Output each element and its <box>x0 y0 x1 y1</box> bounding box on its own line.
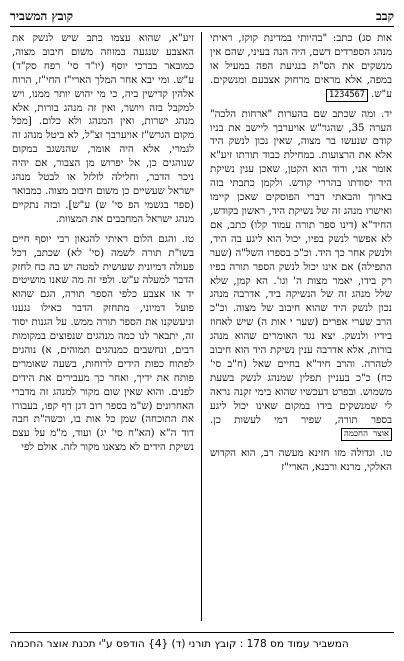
column-divider <box>201 32 202 621</box>
right-paragraph-3: טו. וגדולה מזו חזינא מעשה רב, הוא הקדוש האלקי, מרנא ורבנא, הארי"ז <box>210 448 392 474</box>
page-number: קבב <box>376 9 394 23</box>
page-header <box>10 4 394 27</box>
right-column <box>210 32 392 621</box>
page-footer <box>10 632 394 655</box>
scan-stamp-number: 1234567 <box>326 89 368 102</box>
footer-text: המשביר עמוד מס 178 : קובץ תורני (ד) {4} הודפס ע"י תכנת אוצר החכמה <box>10 638 349 650</box>
left-column <box>12 32 194 621</box>
left-paragraph-1: זיע"א, שהוא עצמו כתב שיש לנשק את האצבע שנגעה במזוזה משום חיבוב מצוה, כמובאר בברכי יוסף (יו"ד סי' רפח סק"ד) ע"ש. ומי יבא אחר המלך הארי"ז החי"ז, הרוח אלהין קדישין ביה, כי מי יהוש יותר ממנו, ויש למקבל בזה ויושר, ואין זה מנהג בורות, אלא מנהג ישרות, ואין המנהג ולא כלום. [מכל מקום הגרש"ז אויערבך זצ"ל, לא ביטל מנהג זה לגמרי, אלא היה אומר, שהנשגב במקום שנוהגים כן, אל יפרוש מן הצבור, אם יהיה ניכר הדבר, וחלילה לזלזל או לבטל מנהג ישראל שעשיים כן משום חיבוב מצוה. כמבואר (ספר בגשמי הפ סי' ש) ע"ש]. ובזה נתקיים מנהג ישראל המחבבים את המצוות. <box>12 33 194 225</box>
scan-stamp-label: אוצר החכמה <box>341 428 392 441</box>
left-paragraph-2: טז. והגם הלום ראיתי להגאון רבי יוסף חיים בשו"ת תורה לשמה (סי' לא) שכתב, דכל פעולה דמיונית שעושית למטה יש בה כח לחזק הדבר למעלה ע"ש. ולפי זה מה שאנו מושיטים יד או אצבע כלפי הספר תורה, הגם שהוא פועל דמיוני, מתחזק הדבר כאילו נגענו וניעשקנו את הספר תורה ממש. על הגנות יסוד זה, יתבאר לנו כמה מנהגים שנפוצים במקומות רבים, ונחשבים כמנהגים תמוהים, א) נוהגים לפתוח כפות הידים לרוחות, בשעה שאומרים פותח את ידיך, ואחר כך מעבירים את הידים לפנים. והוא שאין שום מקור למנהג זה מדברי האחרונים (ש"מ בספר רוב דגן דף קפו, בעבורו את התוכחה) שמן כל אות בו, וכשה"ת חבה דוד ה"א (הא"ח סי' יג) ועוד, מ"מ על עצם נשיקת הידים לא מצאנו מקור לזה. אולם לפי <box>12 233 194 454</box>
right-paragraph-2: יד. ומה שכתב שם בהערות "ארחות הלכה" הערה 35, שהגר"ש אויערבך ליישב את בניו קודם שנעשו בר מצוה, שאין נכון לנשק היד אלא את הרצועות. במחילת כבוד תורתו זיע"א אומר אני, ודוד הוא הקטן, שאכן ענין נשיקת היד יסודתו בהררי קודש. ולקמן כתבתי בזה בארוך והבאתי דברי הפוסקים שאכן קיימו ואישרו מנהג זה של נשיקת היד, ראשון בקודש, החיד"א (דינו ספר תורה עמוד קלו) כתב, אם לא אפשר לנשק בפיו, יכול הוא ליגע בה היד, ולנשק אחר כך היד. וכ"כ בספרו השל"ה (שער התפילה) אם אינו יכול לנשק הספר תורה בפיו רק בידו, יאמר מצות ה' וגו'. הא קמן, שלא שלל מנהג זה של הנשיקה ביד, אדרבה מנהג נכון לנשק היד שהוא חיבוב של מצוה. וכ"כ הרב שערי אפרים (שער י אות ה) שיש לאחוז בידיו ולנשק. יצא נגד האומרים שהוא מנהג בורות, אלא אדרבה ענין נשיקת היד הוא חיבוב לטהרה. והרב חיד"א בחיים שאל (ח"ב סי' כח) כ"כ בעניין תפלין שמנהג לנשק בשעת משמוש. ובפרט דעכשיו שהוא בימי זקנה נראה לי שמנשקים בידו במקום שאינו יכול ליגע בספר תורה, שפיר דמי לעשות כן. אוצר החכמה <box>210 108 392 440</box>
right-paragraph-1: אות סג) כתב: "בהיותי במדינת קוקז, ראיתי מנהג הספרדים דשם, היה הנה בעיני, שהם אין מנשקים את הס"ת בנגיעת הפה במעיל או במפה, אלא מראים מרחוק אצבעם ומנשקים. ע"ש. 1234567 <box>210 33 392 100</box>
journal-title: קובץ המשביר <box>10 9 74 23</box>
